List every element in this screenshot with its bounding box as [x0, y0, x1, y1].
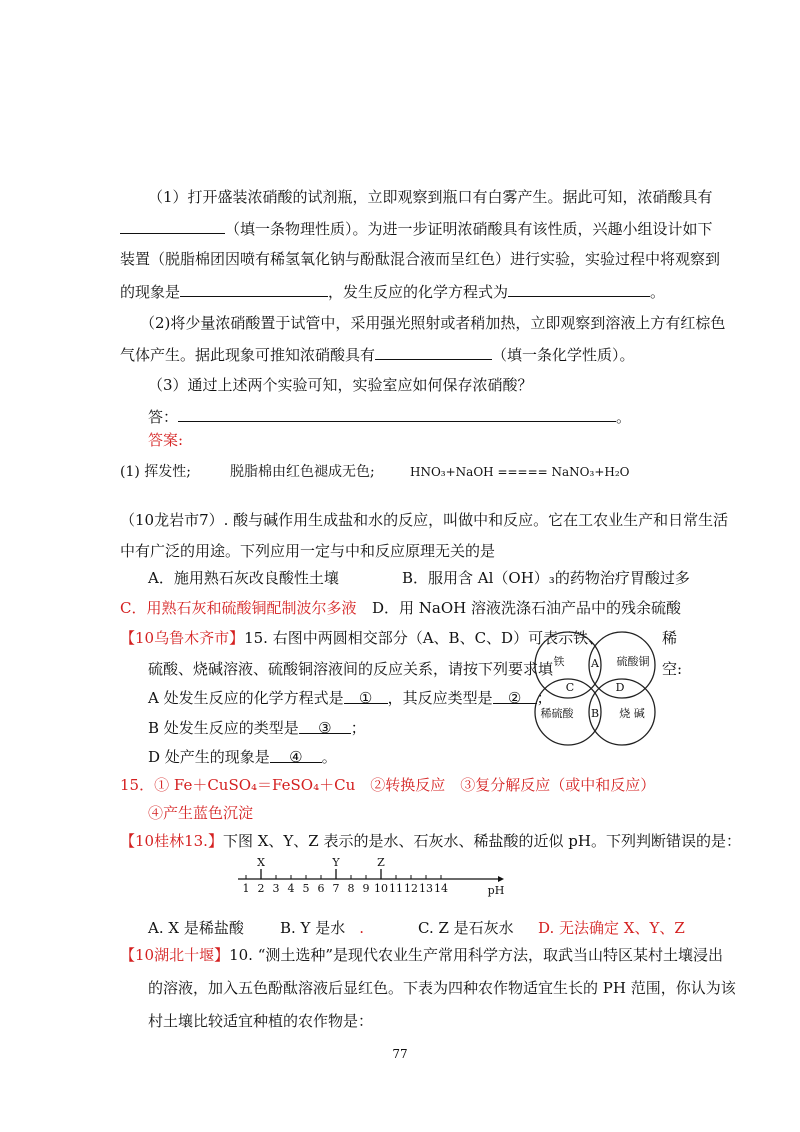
label-cuso4: 硫酸铜	[616, 655, 650, 668]
urumqi-line-5	[148, 747, 337, 767]
hubei-line-1-text: 10. “测土选种”是现代农业生产常用科学方法，取武当山特区某村土壤浸出	[229, 946, 724, 964]
ph-marker-label-y: Y	[332, 856, 340, 869]
urumqi-line-1-text: 15. 右图中两圆相交部分（A、B、C、D）可表示铁、	[244, 629, 604, 647]
urumqi-line-4	[148, 718, 366, 738]
nitric-line-6b: （填一条化学性质）。	[492, 346, 635, 364]
longyan-option-d: D．用 NaOH 溶液洗涤石油产品中的残余硫酸	[372, 599, 682, 617]
guilin-option-b-dot: .	[359, 919, 365, 937]
blank-4: ④	[270, 747, 322, 763]
ph-tick-label: 13	[419, 882, 433, 895]
nitric-line-2	[120, 218, 713, 239]
urumqi-line-1-right: 稀	[662, 629, 678, 647]
ph-marker-label-z: Z	[377, 856, 385, 869]
answer-blank	[120, 218, 225, 234]
guilin-tag: 【10桂林13.】	[120, 832, 223, 850]
nitric-line-4	[120, 281, 665, 302]
region-d: D	[615, 681, 625, 694]
urumqi-line-2: 硫酸、烧碱溶液、硫酸铜溶液间的反应关系，请按下列要求填	[148, 660, 554, 678]
urumqi-answer-1: 15．① Fe＋CuSO₄＝FeSO₄＋Cu ②转换反应 ③复分解反应（或中和反应）	[120, 776, 656, 794]
guilin-option-c: C. Z 是石灰水	[418, 919, 514, 937]
hubei-line-2: 的溶液，加入五色酚酞溶液后显红色。下表为四种农作物适宜生长的 PH 范围，你认为该	[148, 979, 736, 997]
urumqi-line-3	[148, 688, 552, 708]
nitric-line-4b: ，发生反应的化学方程式为	[328, 283, 509, 301]
ph-tick-label: 4	[287, 882, 295, 895]
nitric-line-8b: 。	[616, 408, 632, 426]
ph-tick-label: 3	[272, 882, 280, 895]
ph-axis-arrow	[498, 876, 504, 882]
urumqi-line-5c: 。	[321, 748, 337, 766]
answer-blank	[508, 281, 650, 297]
region-c: C	[565, 681, 575, 694]
urumqi-answer-2: ④产生蓝色沉淀	[148, 804, 254, 822]
guilin-option-b	[280, 918, 364, 938]
answer-blank	[180, 281, 328, 297]
nitric-line-4c: 。	[650, 283, 666, 301]
guilin-option-d-text: D. 无法确定 X、Y、Z	[538, 919, 685, 937]
urumqi-line-5a: D 处产生的现象是	[148, 748, 270, 766]
longyan-option-a: A．施用熟石灰改良酸性土壤	[148, 569, 339, 587]
answer-blank	[375, 344, 492, 360]
urumqi-line-3c: ，其反应类型是	[387, 689, 493, 707]
urumqi-line-4c: ；	[350, 719, 366, 737]
ph-tick-label: 8	[347, 882, 355, 895]
ph-tick-label: 14	[434, 882, 448, 895]
ph-tick-label: 9	[362, 882, 370, 895]
region-b: B	[590, 707, 600, 720]
label-naoh: 烧 碱	[619, 707, 645, 720]
answer-label: 答案:	[148, 431, 184, 449]
hubei-line-3: 村土壤比较适宜种植的农作物是：	[148, 1012, 374, 1030]
ph-tick-label: 12	[404, 882, 418, 895]
nitric-line-6a: 气体产生。据此现象可推知浓硝酸具有	[120, 346, 376, 364]
nitric-line-3: 装置（脱脂棉团因喷有稀氢氧化钠与酚酞混合液而呈红色）进行实验，实验过程中将观察到	[120, 250, 721, 268]
nitric-line-4a: 的现象是	[120, 283, 181, 301]
label-iron: 铁	[553, 655, 565, 668]
ph-tick-label: 5	[302, 882, 310, 895]
ph-tick-label: 1	[242, 882, 250, 895]
guilin-option-b-text: B. Y 是水	[280, 919, 346, 937]
hubei-line-1	[120, 945, 723, 965]
longyan-option-c: C．用熟石灰和硫酸铜配制波尔多液	[120, 599, 357, 617]
guilin-text: 下图 X、Y、Z 表示的是水、石灰水、稀盐酸的近似 pH。下列判断错误的是：	[222, 832, 741, 850]
guilin-option-a: A. X 是稀盐酸	[148, 919, 244, 937]
ph-tick-label: 2	[257, 882, 265, 895]
blank-3: ③	[299, 718, 351, 734]
guilin-line	[120, 831, 741, 851]
blank-2: ②	[493, 688, 537, 704]
ph-tick-label: 10	[374, 882, 388, 895]
nitric-line-1: （1）打开盛装浓硝酸的试剂瓶，立即观察到瓶口有白雾产生。据此可知，浓硝酸具有	[148, 188, 713, 206]
blank-1: ①	[344, 688, 388, 704]
nitric-answer-b: 脱脂棉由红色褪成无色;	[230, 464, 375, 480]
ph-marker-label-x: X	[257, 856, 265, 869]
urumqi-line-3e: ；	[536, 689, 552, 707]
ph-tick-label: 6	[317, 882, 325, 895]
region-a: A	[591, 657, 599, 670]
hubei-tag: 【10湖北十堰】	[120, 946, 230, 964]
nitric-line-6	[120, 344, 635, 365]
ph-tick-label: 7	[332, 882, 340, 895]
answer-blank	[178, 406, 616, 422]
longyan-line-2: 中有广泛的用途。下列应用一定与中和反应原理无关的是	[120, 542, 496, 560]
nitric-line-2-text: （填一条物理性质）。为进一步证明浓硝酸具有该性质，兴趣小组设计如下	[225, 220, 713, 238]
page-number: 77	[392, 1047, 408, 1061]
ph-scale	[236, 855, 516, 897]
nitric-answer-a: (1) 挥发性;	[120, 464, 191, 480]
urumqi-line-2-right: 空:	[662, 660, 683, 678]
ph-axis-unit: pH	[487, 884, 505, 897]
four-circles-diagram	[530, 627, 660, 749]
label-h2so4: 稀硫酸	[540, 707, 574, 720]
nitric-answer-equation: HNO₃+NaOH ===== NaNO₃+H₂O	[410, 465, 630, 479]
longyan-option-b: B．服用含 Al（OH）₃的药物治疗胃酸过多	[402, 569, 690, 587]
urumqi-line-4a: B 处发生反应的类型是	[148, 719, 299, 737]
longyan-line-1: （10龙岩市7）. 酸与碱作用生成盐和水的反应，叫做中和反应。它在工农业生产和日常生活	[120, 511, 729, 529]
nitric-line-7: （3）通过上述两个实验可知，实验室应如何保存浓硝酸？	[148, 376, 533, 394]
ph-tick-label: 11	[389, 882, 403, 895]
nitric-line-8a: 答：	[148, 408, 179, 426]
urumqi-tag: 【10乌鲁木齐市】	[120, 629, 245, 647]
nitric-line-8	[148, 406, 631, 427]
nitric-line-5: （2)将少量浓硝酸置于试管中，采用强光照射或者稍加热，立即观察到溶液上方有红棕色	[140, 314, 726, 332]
guilin-option-d	[538, 918, 685, 938]
urumqi-line-3a: A 处发生反应的化学方程式是	[148, 689, 344, 707]
